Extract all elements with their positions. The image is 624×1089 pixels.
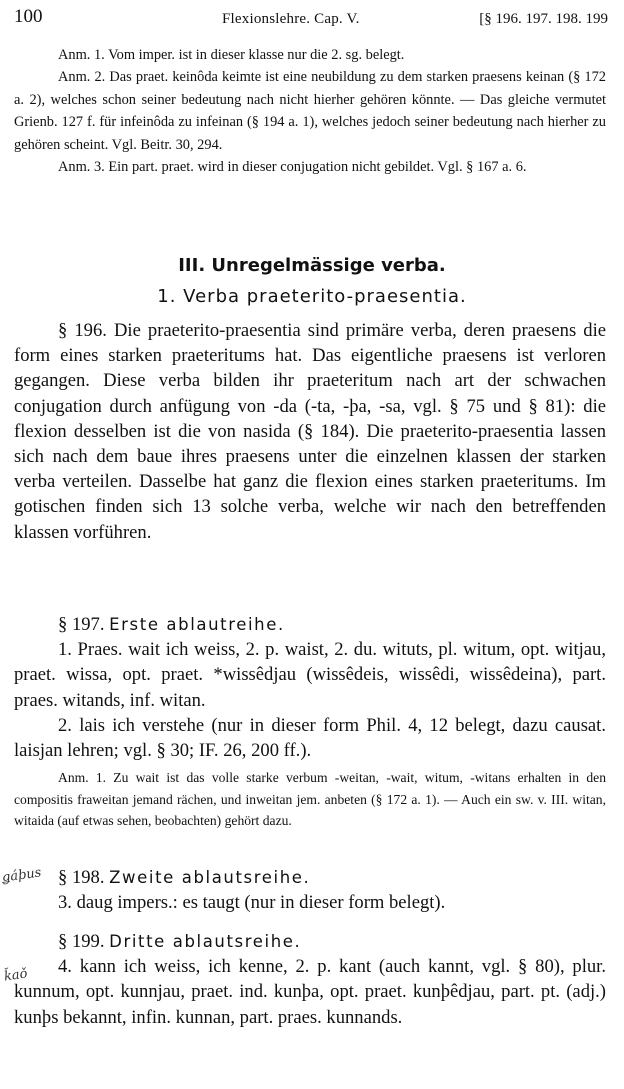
section-reference: [§ 196. 197. 198. 199 [479,11,608,27]
section-199 [14,929,606,1030]
handwritten-margin-note-198: ǥáþus [1,865,43,886]
note-anm3: Anm. 3. Ein part. praet. wird in dieser conjugation nicht gebildet. Vgl. § 167 a. 6. [58,159,527,176]
running-title: Flexionslehre. Cap. V. [222,11,360,27]
part-heading: III. Unregelmässige verba. [178,255,446,276]
section-199-number: § 199. [58,931,105,952]
running-header [14,6,608,32]
section-197 [14,612,606,832]
section-197-title: Erste ablautreihe. [109,615,285,634]
chapter-heading: 1. Verba praeterito-praesentia. [157,286,467,307]
section-197-item-2: 2. lais ich verstehe (nur in dieser form Phil. 4, 12 belegt, dazu causat. laisjan lehren; vgl. § 30; IF. 26, 200 ff.). [14,714,606,762]
section-198-number: § 198. [58,867,105,888]
section-197-number: § 197. [58,614,105,635]
notes-top [14,44,606,178]
section-197-item-1: 1. Praes. wait ich weiss, 2. p. waist, 2. du. wituts, pl. witum, opt. witjau, praet. wissa, opt. praet. *wissêdjau (wissêdeis, wissêdi, wissêdeina), part. praes. witands, inf. witan. [14,639,606,711]
section-197-note-anm1: Anm. 1. Zu wait ist das volle starke verbum -weitan, -wait, witum, -witans erhalten in den compositis fraweitan jemand rächen, und inweitan jem. anbeten (§ 172 a. 1). — Auch ein sw. v. III. witan, witaida (auf etwas sehen, beobachten) gehört dazu. [14,770,606,829]
section-199-item-4: 4. kann ich weiss, ich kenne, 2. p. kant (auch kannt, vgl. § 80), plur. kunnum, opt. kunnjau, praet. ind. kunþa, opt. praet. kunþêdjau, part. pt. (adj.) kunþs bekannt, infin. kunnan, part. praes. kunnands. [14,956,606,1028]
note-anm1: Anm. 1. Vom imper. ist in dieser klasse nur die 2. sg. belegt. [58,47,405,63]
note-anm2: Anm. 2. Das praet. keinôda keimte ist eine neubildung zu dem starken praesens keinan (§ 172 a. 2), welches schon seiner bedeutung nach nicht hierher gehören könnte. — Das gleiche vermutet Grienb. 127 f. für infeinôda zu infeinan (§ 194 a. 1), welches jedoch seiner bedeutung nach hierher zu gehören scheint. Vgl. Beitr. 30, 294. [14,69,606,153]
section-198-heading [14,865,606,890]
section-199-heading [14,929,606,954]
handwritten-margin-note-199: ǩaǒ [3,966,29,985]
paragraph-196: § 196. Die praeterito-praesentia sind primäre verba, deren praesens die form eines starken praeteritums hat. Das eigentliche praesens ist verloren gegangen. Diese verba bilden ihr praeteritum nach art der schwachen conjugation durch anfügung von -da (-ta, -þa, -sa, vgl. § 75 und § 81): die flexion desselben ist die von nasida (§ 184). Die praeterito-praesentia lassen sich nach dem baue ihres praesens unter die einzelnen klassen der starken verba verteilen. Dasselbe hat ganz die flexion eines starken praeteritums. Im gotischen finden sich 13 solche verba, welche wir nach den betreffenden klassen vorführen. [14,320,606,543]
section-198 [14,865,606,915]
page-number: 100 [14,6,43,27]
section-198-item-3: 3. daug impers.: es taugt (nur in dieser form belegt). [58,892,446,914]
section-199-title: Dritte ablautsreihe. [109,932,302,951]
section-197-heading [14,612,606,637]
section-198-title: Zweite ablautsreihe. [109,868,311,887]
